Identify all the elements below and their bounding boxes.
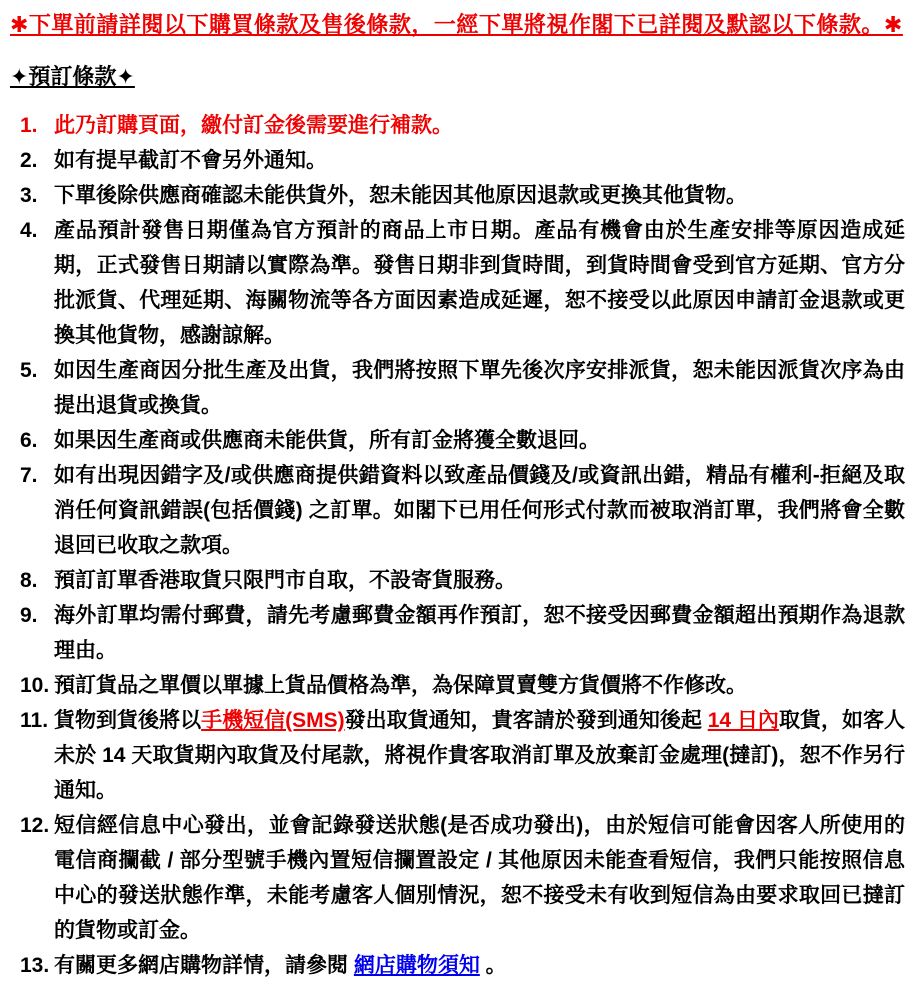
term-number: 2. (20, 149, 38, 172)
term-text: 預訂貨品之單價以單據上貨品價格為準，為保障買賣雙方貨價將不作修改。 (54, 674, 747, 697)
term-number: 3. (20, 184, 38, 207)
term-text: 預訂訂單香港取貨只限門市自取，不設寄貨服務。 (54, 569, 516, 592)
term-number: 9. (20, 604, 38, 627)
term-text: 如有提早截訂不會另外通知。 (54, 149, 327, 172)
term-item-9 (10, 598, 905, 668)
term-text (54, 703, 905, 808)
term-item-1 (10, 108, 905, 143)
term-number: 6. (20, 429, 38, 452)
term-text: 短信經信息中心發出，並會記錄發送狀態(是否成功發出)，由於短信可能會因客人所使用的電信商攔截 / 部分型號手機內置短信攔置設定 / 其他原因未能查看短信，我們只能按照信息中心的發送狀態作準，未能考慮客人個別情況，恕不接受未有收到短信為由要求取回已撻訂的貨物或訂金。 (54, 814, 905, 942)
term-text: 產品預計發售日期僅為官方預計的商品上市日期。產品有機會由於生產安排等原因造成延期，正式發售日期請以實際為準。發售日期非到貨時間，到貨時間會受到官方延期、官方分批派貨、代理延期、海關物流等各方面因素造成延遲，恕不接受以此原因申請訂金退款或更換其他貨物，感謝諒解。 (54, 219, 905, 347)
term-item-12 (10, 808, 905, 948)
term-text: 海外訂單均需付郵費，請先考慮郵費金額再作預訂，恕不接受因郵費金額超出預期作為退款理由。 (54, 604, 905, 662)
term-text: 此乃訂購頁面，繳付訂金後需要進行補款。 (54, 114, 453, 137)
section-title: ✦預訂條款✦ (10, 64, 135, 89)
term-text-segment: 有關更多網店購物詳情，請參閱 (54, 954, 354, 977)
sms-highlight: 手機短信(SMS) (201, 709, 345, 732)
term-number: 4. (20, 219, 38, 242)
term-text-segment: 貨物到貨後將以 (54, 709, 202, 732)
term-number: 7. (20, 464, 38, 487)
term-item-5 (10, 353, 905, 423)
term-text-segment: 取貨，如客人未於 14 天取貨期內取貨及付尾款，將視作貴客取消訂單及放棄訂金處理(撻訂)，恕不作另行通知。 (54, 709, 905, 802)
header-notice: ✱下單前請詳閱以下購買條款及售後條款，一經下單將視作閣下已詳閱及默認以下條款。✱ (10, 12, 903, 37)
term-item-11 (10, 703, 905, 808)
shop-notice-link[interactable]: 網店購物須知 (353, 954, 480, 977)
pickup-deadline-highlight: 14 日內 (707, 709, 779, 732)
term-number: 10. (20, 674, 50, 697)
term-item-3 (10, 178, 905, 213)
term-item-6 (10, 423, 905, 458)
term-item-13 (10, 948, 905, 983)
term-item-7 (10, 458, 905, 563)
term-number: 1. (20, 114, 38, 137)
term-item-8 (10, 563, 905, 598)
term-text: 下單後除供應商確認未能供貨外，恕未能因其他原因退款或更換其他貨物。 (54, 184, 747, 207)
term-text-segment: 發出取貨通知，貴客請於發到通知後起 (344, 709, 708, 732)
term-item-10 (10, 668, 905, 703)
term-item-2 (10, 143, 905, 178)
term-number: 5. (20, 359, 38, 382)
term-item-4 (10, 213, 905, 353)
term-number: 8. (20, 569, 38, 592)
term-text: 如有出現因錯字及/或供應商提供錯資料以致產品價錢及/或資訊出錯，精品有權利-拒絕及取消任何資訊錯誤(包括價錢) 之訂單。如閣下已用任何形式付款而被取消訂單，我們將會全數退回已收取之款項。 (54, 464, 905, 557)
term-number: 13. (20, 954, 50, 977)
term-text-segment: 。 (479, 954, 507, 977)
term-text (54, 948, 905, 983)
terms-list (10, 108, 905, 983)
term-text: 如果因生產商或供應商未能供貨，所有訂金將獲全數退回。 (54, 429, 600, 452)
term-number: 11. (20, 709, 49, 732)
term-text: 如因生產商因分批生產及出貨，我們將按照下單先後次序安排派貨，恕未能因派貨次序為由提出退貨或換貨。 (54, 359, 905, 417)
term-number: 12. (20, 814, 50, 837)
